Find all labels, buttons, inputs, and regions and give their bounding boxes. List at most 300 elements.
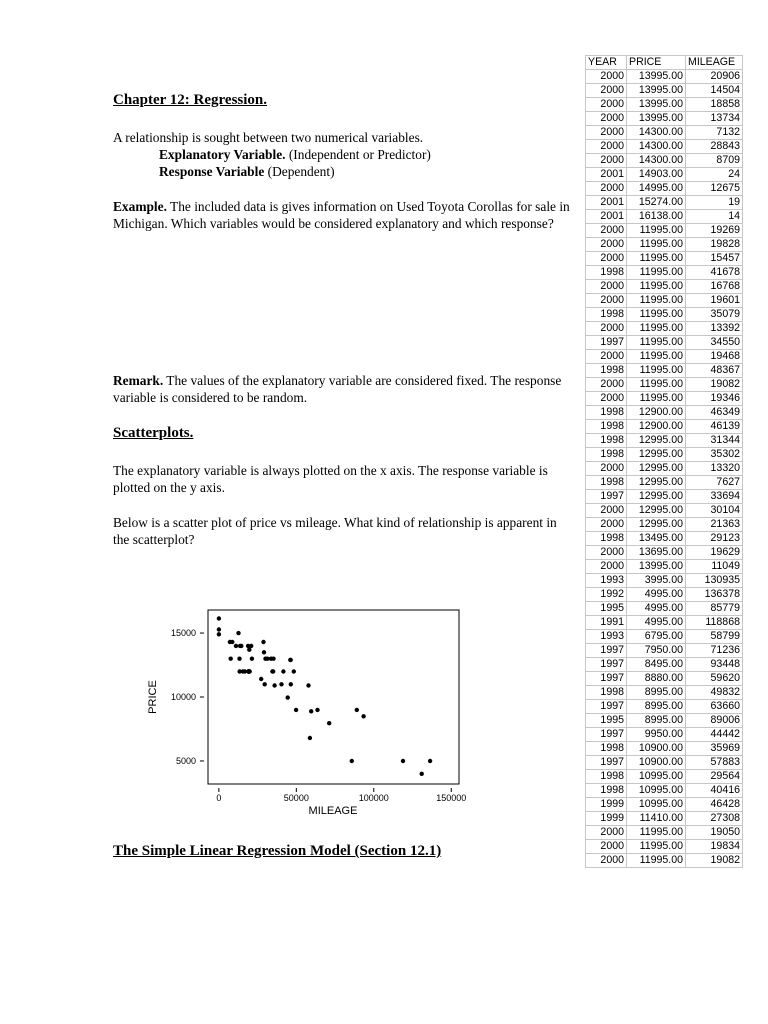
table-row (586, 126, 743, 140)
table-cell: 35302 (686, 448, 743, 462)
table-cell: 11995.00 (627, 238, 686, 252)
table-cell: 1997 (586, 672, 627, 686)
table-cell: 34550 (686, 336, 743, 350)
table-row (586, 504, 743, 518)
table-row (586, 490, 743, 504)
table-row (586, 224, 743, 238)
scatter-point (308, 736, 312, 740)
example-text: The included data is gives information on Used Toyota Corollas for sale in Michigan. Which variables would be considered explanatory and which response? (113, 199, 570, 232)
table-cell: 19346 (686, 392, 743, 406)
table-cell: 1998 (586, 448, 627, 462)
table-row (586, 112, 743, 126)
table-cell: 11995.00 (627, 280, 686, 294)
table-cell: 8995.00 (627, 700, 686, 714)
table-cell: 11995.00 (627, 378, 686, 392)
table-cell: 136378 (686, 588, 743, 602)
table-cell: 58799 (686, 630, 743, 644)
table-cell: 2000 (586, 294, 627, 308)
table-row (586, 168, 743, 182)
scatter-point (237, 669, 241, 673)
scatter-point (234, 644, 238, 648)
table-cell: 13495.00 (627, 532, 686, 546)
table-row (586, 630, 743, 644)
scatter-point (355, 708, 359, 712)
table-cell: 4995.00 (627, 588, 686, 602)
response-desc: (Dependent) (264, 164, 335, 180)
table-cell: 1992 (586, 588, 627, 602)
table-cell: 12900.00 (627, 406, 686, 420)
table-cell: 2000 (586, 560, 627, 574)
data-points (217, 616, 433, 776)
table-cell: 1999 (586, 798, 627, 812)
scatter-point (238, 644, 242, 648)
y-tick-label: 15000 (170, 628, 196, 639)
table-cell: 2000 (586, 70, 627, 84)
table-cell: 2000 (586, 84, 627, 98)
table-cell: 93448 (686, 658, 743, 672)
table-header-cell: PRICE (627, 56, 686, 70)
table-cell: 40416 (686, 784, 743, 798)
table-cell: 1999 (586, 812, 627, 826)
table-row (586, 560, 743, 574)
table-cell: 12995.00 (627, 490, 686, 504)
table-cell: 12995.00 (627, 434, 686, 448)
scatter-point (217, 627, 221, 631)
table-row (586, 70, 743, 84)
chapter-heading: Chapter 12: Regression. (113, 92, 268, 108)
table-cell: 11995.00 (627, 364, 686, 378)
table-row (586, 182, 743, 196)
intro-block (113, 129, 573, 181)
table-cell: 19050 (686, 826, 743, 840)
remark-text: The values of the explanatory variable are considered fixed. The response variable is considered to be random. (113, 373, 562, 406)
table-cell: 12900.00 (627, 420, 686, 434)
scatter-point (272, 683, 276, 687)
table-cell: 2000 (586, 350, 627, 364)
table-row (586, 364, 743, 378)
table-cell: 1998 (586, 308, 627, 322)
table-row (586, 196, 743, 210)
scatter-point (263, 657, 267, 661)
table-cell: 11995.00 (627, 294, 686, 308)
table-cell: 13995.00 (627, 98, 686, 112)
table-row (586, 308, 743, 322)
slr-heading: The Simple Linear Regression Model (Section 12.1) (113, 843, 442, 859)
scatter-paragraph-2: Below is a scatter plot of price vs mileage. What kind of relationship is apparent in the scatterplot? (113, 515, 557, 548)
table-row (586, 728, 743, 742)
table-row (586, 462, 743, 476)
table-cell: 19629 (686, 546, 743, 560)
table-cell: 1998 (586, 266, 627, 280)
table-cell: 2000 (586, 854, 627, 868)
table-cell: 1993 (586, 574, 627, 588)
table-header-cell: MILEAGE (686, 56, 743, 70)
scatter-point (263, 682, 267, 686)
scatter-point (259, 677, 263, 681)
scatter-point (286, 695, 290, 699)
table-cell: 14300.00 (627, 154, 686, 168)
table-cell: 1991 (586, 616, 627, 630)
table-cell: 63660 (686, 700, 743, 714)
table-cell: 12995.00 (627, 448, 686, 462)
table-cell: 6795.00 (627, 630, 686, 644)
table-row (586, 378, 743, 392)
table-cell: 10995.00 (627, 770, 686, 784)
table-row (586, 826, 743, 840)
table-cell: 8995.00 (627, 686, 686, 700)
table-cell: 11995.00 (627, 392, 686, 406)
table-cell: 24 (686, 168, 743, 182)
table-header-row (586, 56, 743, 70)
scatter-point (294, 708, 298, 712)
table-cell: 15457 (686, 252, 743, 266)
scatter-point (236, 631, 240, 635)
table-cell: 13995.00 (627, 84, 686, 98)
table-cell: 7132 (686, 126, 743, 140)
table-cell: 35079 (686, 308, 743, 322)
table-row (586, 644, 743, 658)
table-cell: 7950.00 (627, 644, 686, 658)
table-cell: 11995.00 (627, 252, 686, 266)
table-row (586, 756, 743, 770)
table-cell: 1997 (586, 658, 627, 672)
table-row (586, 434, 743, 448)
table-cell: 11049 (686, 560, 743, 574)
table-cell: 10900.00 (627, 742, 686, 756)
table-cell: 2000 (586, 112, 627, 126)
table-cell: 12995.00 (627, 462, 686, 476)
table-cell: 13695.00 (627, 546, 686, 560)
table-cell: 19082 (686, 378, 743, 392)
table-cell: 13392 (686, 322, 743, 336)
table-row (586, 588, 743, 602)
table-cell: 10995.00 (627, 798, 686, 812)
table-cell: 4995.00 (627, 602, 686, 616)
table-cell: 46139 (686, 420, 743, 434)
table-cell: 29123 (686, 532, 743, 546)
explanatory-line (113, 146, 573, 163)
table-row (586, 238, 743, 252)
scatter-point (247, 648, 251, 652)
table-cell: 19468 (686, 350, 743, 364)
scatter-point (279, 682, 283, 686)
table-row (586, 140, 743, 154)
example-label: Example. (113, 199, 167, 214)
scatter-point (281, 669, 285, 673)
remark-paragraph (113, 372, 575, 406)
table-cell: 2000 (586, 280, 627, 294)
plot-frame (208, 610, 459, 784)
x-axis-label: MILEAGE (308, 805, 358, 817)
table-cell: 57883 (686, 756, 743, 770)
table-cell: 48367 (686, 364, 743, 378)
table-cell: 2000 (586, 378, 627, 392)
table-cell: 89006 (686, 714, 743, 728)
table-row (586, 420, 743, 434)
table-row (586, 672, 743, 686)
scatter-point (230, 640, 234, 644)
table-cell: 2000 (586, 154, 627, 168)
table-cell: 19601 (686, 294, 743, 308)
scatter-point (270, 669, 274, 673)
table-row (586, 700, 743, 714)
scatter-point (288, 658, 292, 662)
table-cell: 13734 (686, 112, 743, 126)
table-cell: 46349 (686, 406, 743, 420)
table-cell: 1997 (586, 490, 627, 504)
table-row (586, 854, 743, 868)
example-paragraph (113, 198, 575, 232)
table-cell: 1998 (586, 420, 627, 434)
scatter-point (401, 759, 405, 763)
x-tick-label: 50000 (283, 793, 309, 803)
table-row (586, 294, 743, 308)
table-cell: 2000 (586, 182, 627, 196)
table-cell: 19828 (686, 238, 743, 252)
table-cell: 20906 (686, 70, 743, 84)
scatter-point (292, 669, 296, 673)
table-cell: 28843 (686, 140, 743, 154)
scatter-point (306, 683, 310, 687)
table-cell: 10900.00 (627, 756, 686, 770)
table-row (586, 280, 743, 294)
table-cell: 11995.00 (627, 336, 686, 350)
table-cell: 19269 (686, 224, 743, 238)
table-cell: 14300.00 (627, 126, 686, 140)
table-cell: 130935 (686, 574, 743, 588)
table-row (586, 210, 743, 224)
table-cell: 85779 (686, 602, 743, 616)
table-cell: 9950.00 (627, 728, 686, 742)
table-cell: 1998 (586, 532, 627, 546)
table-row (586, 784, 743, 798)
table-cell: 13995.00 (627, 70, 686, 84)
table-cell: 71236 (686, 644, 743, 658)
table-cell: 35969 (686, 742, 743, 756)
table-cell: 31344 (686, 434, 743, 448)
table-cell: 12995.00 (627, 504, 686, 518)
table-cell: 10995.00 (627, 784, 686, 798)
table-row (586, 574, 743, 588)
table-cell: 8995.00 (627, 714, 686, 728)
scatter-point (327, 721, 331, 725)
table-cell: 2000 (586, 462, 627, 476)
table-cell: 1997 (586, 756, 627, 770)
scatter-point (217, 616, 221, 620)
table-row (586, 252, 743, 266)
table-cell: 21363 (686, 518, 743, 532)
table-cell: 2000 (586, 826, 627, 840)
table-cell: 14504 (686, 84, 743, 98)
table-cell: 11995.00 (627, 322, 686, 336)
scatter-paragraph-1: The explanatory variable is always plotted on the x axis. The response variable is plotted on the y axis. (113, 463, 548, 496)
scatter-point (309, 709, 313, 713)
y-tick-label: 5000 (175, 755, 196, 766)
table-cell: 2000 (586, 518, 627, 532)
table-cell: 1998 (586, 784, 627, 798)
table-row (586, 336, 743, 350)
table-cell: 15274.00 (627, 196, 686, 210)
table-row (586, 406, 743, 420)
table-cell: 2000 (586, 126, 627, 140)
table-cell: 19082 (686, 854, 743, 868)
table-cell: 1997 (586, 728, 627, 742)
table-cell: 1995 (586, 602, 627, 616)
table-cell: 8880.00 (627, 672, 686, 686)
scatter-point (246, 644, 250, 648)
scatter-point (269, 657, 273, 661)
table-row (586, 840, 743, 854)
table-cell: 12675 (686, 182, 743, 196)
table-cell: 2001 (586, 210, 627, 224)
scatter-plot (140, 600, 480, 822)
table-cell: 59620 (686, 672, 743, 686)
scatter-point (250, 657, 254, 661)
scatter-point (420, 772, 424, 776)
table-cell: 13995.00 (627, 112, 686, 126)
table-cell: 11995.00 (627, 350, 686, 364)
table-cell: 33694 (686, 490, 743, 504)
scatter-point (229, 657, 233, 661)
table-cell: 2000 (586, 840, 627, 854)
y-tick-label: 10000 (170, 692, 196, 702)
scatter-point (315, 708, 319, 712)
scatter-heading: Scatterplots. (113, 425, 194, 441)
table-cell: 1995 (586, 714, 627, 728)
table-row (586, 798, 743, 812)
table-cell: 8495.00 (627, 658, 686, 672)
table-cell: 12995.00 (627, 476, 686, 490)
scatter-point (246, 669, 250, 673)
table-cell: 11995.00 (627, 266, 686, 280)
x-tick-label: 100000 (358, 793, 389, 803)
table-cell: 1998 (586, 434, 627, 448)
table-cell: 2000 (586, 252, 627, 266)
table-row (586, 84, 743, 98)
table-cell: 49832 (686, 686, 743, 700)
table-cell: 8709 (686, 154, 743, 168)
table-body (586, 70, 743, 868)
scatter-point (237, 657, 241, 661)
y-axis-label: PRICE (147, 680, 159, 714)
table-cell: 14 (686, 210, 743, 224)
table-cell: 2000 (586, 504, 627, 518)
table-cell: 41678 (686, 266, 743, 280)
table-cell: 16138.00 (627, 210, 686, 224)
table-cell: 2001 (586, 168, 627, 182)
table-row (586, 350, 743, 364)
table-row (586, 322, 743, 336)
table-cell: 1998 (586, 406, 627, 420)
table-cell: 11995.00 (627, 854, 686, 868)
explanatory-desc: (Independent or Predictor) (285, 147, 431, 163)
table-cell: 14903.00 (627, 168, 686, 182)
table-cell: 1993 (586, 630, 627, 644)
table-cell: 11995.00 (627, 826, 686, 840)
table-cell: 1997 (586, 644, 627, 658)
table-cell: 3995.00 (627, 574, 686, 588)
table-row (586, 154, 743, 168)
table-header-cell: YEAR (586, 56, 627, 70)
table-row (586, 602, 743, 616)
table-row (586, 448, 743, 462)
table-cell: 1998 (586, 770, 627, 784)
table-cell: 2000 (586, 140, 627, 154)
table-row (586, 476, 743, 490)
table-cell: 2000 (586, 322, 627, 336)
table-cell: 1998 (586, 742, 627, 756)
table-cell: 14300.00 (627, 140, 686, 154)
axis-ticks (171, 628, 466, 803)
table-cell: 1997 (586, 700, 627, 714)
scatter-point (217, 632, 221, 636)
table-cell: 2000 (586, 238, 627, 252)
table-cell: 19834 (686, 840, 743, 854)
table-cell: 2000 (586, 392, 627, 406)
table-cell: 11995.00 (627, 308, 686, 322)
table-row (586, 98, 743, 112)
table-cell: 4995.00 (627, 616, 686, 630)
table-cell: 12995.00 (627, 518, 686, 532)
table-cell: 2000 (586, 546, 627, 560)
scatter-point (361, 714, 365, 718)
table-cell: 1997 (586, 336, 627, 350)
table-cell: 30104 (686, 504, 743, 518)
table-row (586, 714, 743, 728)
table-row (586, 812, 743, 826)
table-cell: 14995.00 (627, 182, 686, 196)
table-cell: 11995.00 (627, 224, 686, 238)
table-row (586, 616, 743, 630)
table-cell: 1998 (586, 364, 627, 378)
intro-text: A relationship is sought between two numerical variables. (113, 130, 424, 145)
table-cell: 29564 (686, 770, 743, 784)
table-row (586, 392, 743, 406)
table-row (586, 742, 743, 756)
table-cell: 2001 (586, 196, 627, 210)
table-row (586, 266, 743, 280)
table-cell: 27308 (686, 812, 743, 826)
table-row (586, 532, 743, 546)
table-cell: 2000 (586, 224, 627, 238)
table-cell: 13995.00 (627, 560, 686, 574)
scatter-point (262, 650, 266, 654)
table-cell: 1998 (586, 686, 627, 700)
table-row (586, 770, 743, 784)
table-row (586, 686, 743, 700)
scatter-point (350, 759, 354, 763)
table-row (586, 518, 743, 532)
table-cell: 7627 (686, 476, 743, 490)
x-tick-label: 0 (216, 793, 222, 803)
x-tick-label: 150000 (436, 793, 467, 803)
table-cell: 13320 (686, 462, 743, 476)
table-row (586, 658, 743, 672)
table-cell: 11410.00 (627, 812, 686, 826)
table-cell: 11995.00 (627, 840, 686, 854)
explanatory-label: Explanatory Variable. (159, 147, 286, 163)
scatter-point (289, 682, 293, 686)
response-line (113, 163, 573, 180)
table-cell: 19 (686, 196, 743, 210)
table-cell: 46428 (686, 798, 743, 812)
data-table (585, 55, 743, 868)
table-cell: 2000 (586, 98, 627, 112)
scatter-point (428, 759, 432, 763)
response-label: Response Variable (159, 164, 265, 180)
scatter-point (261, 640, 265, 644)
table-row (586, 546, 743, 560)
